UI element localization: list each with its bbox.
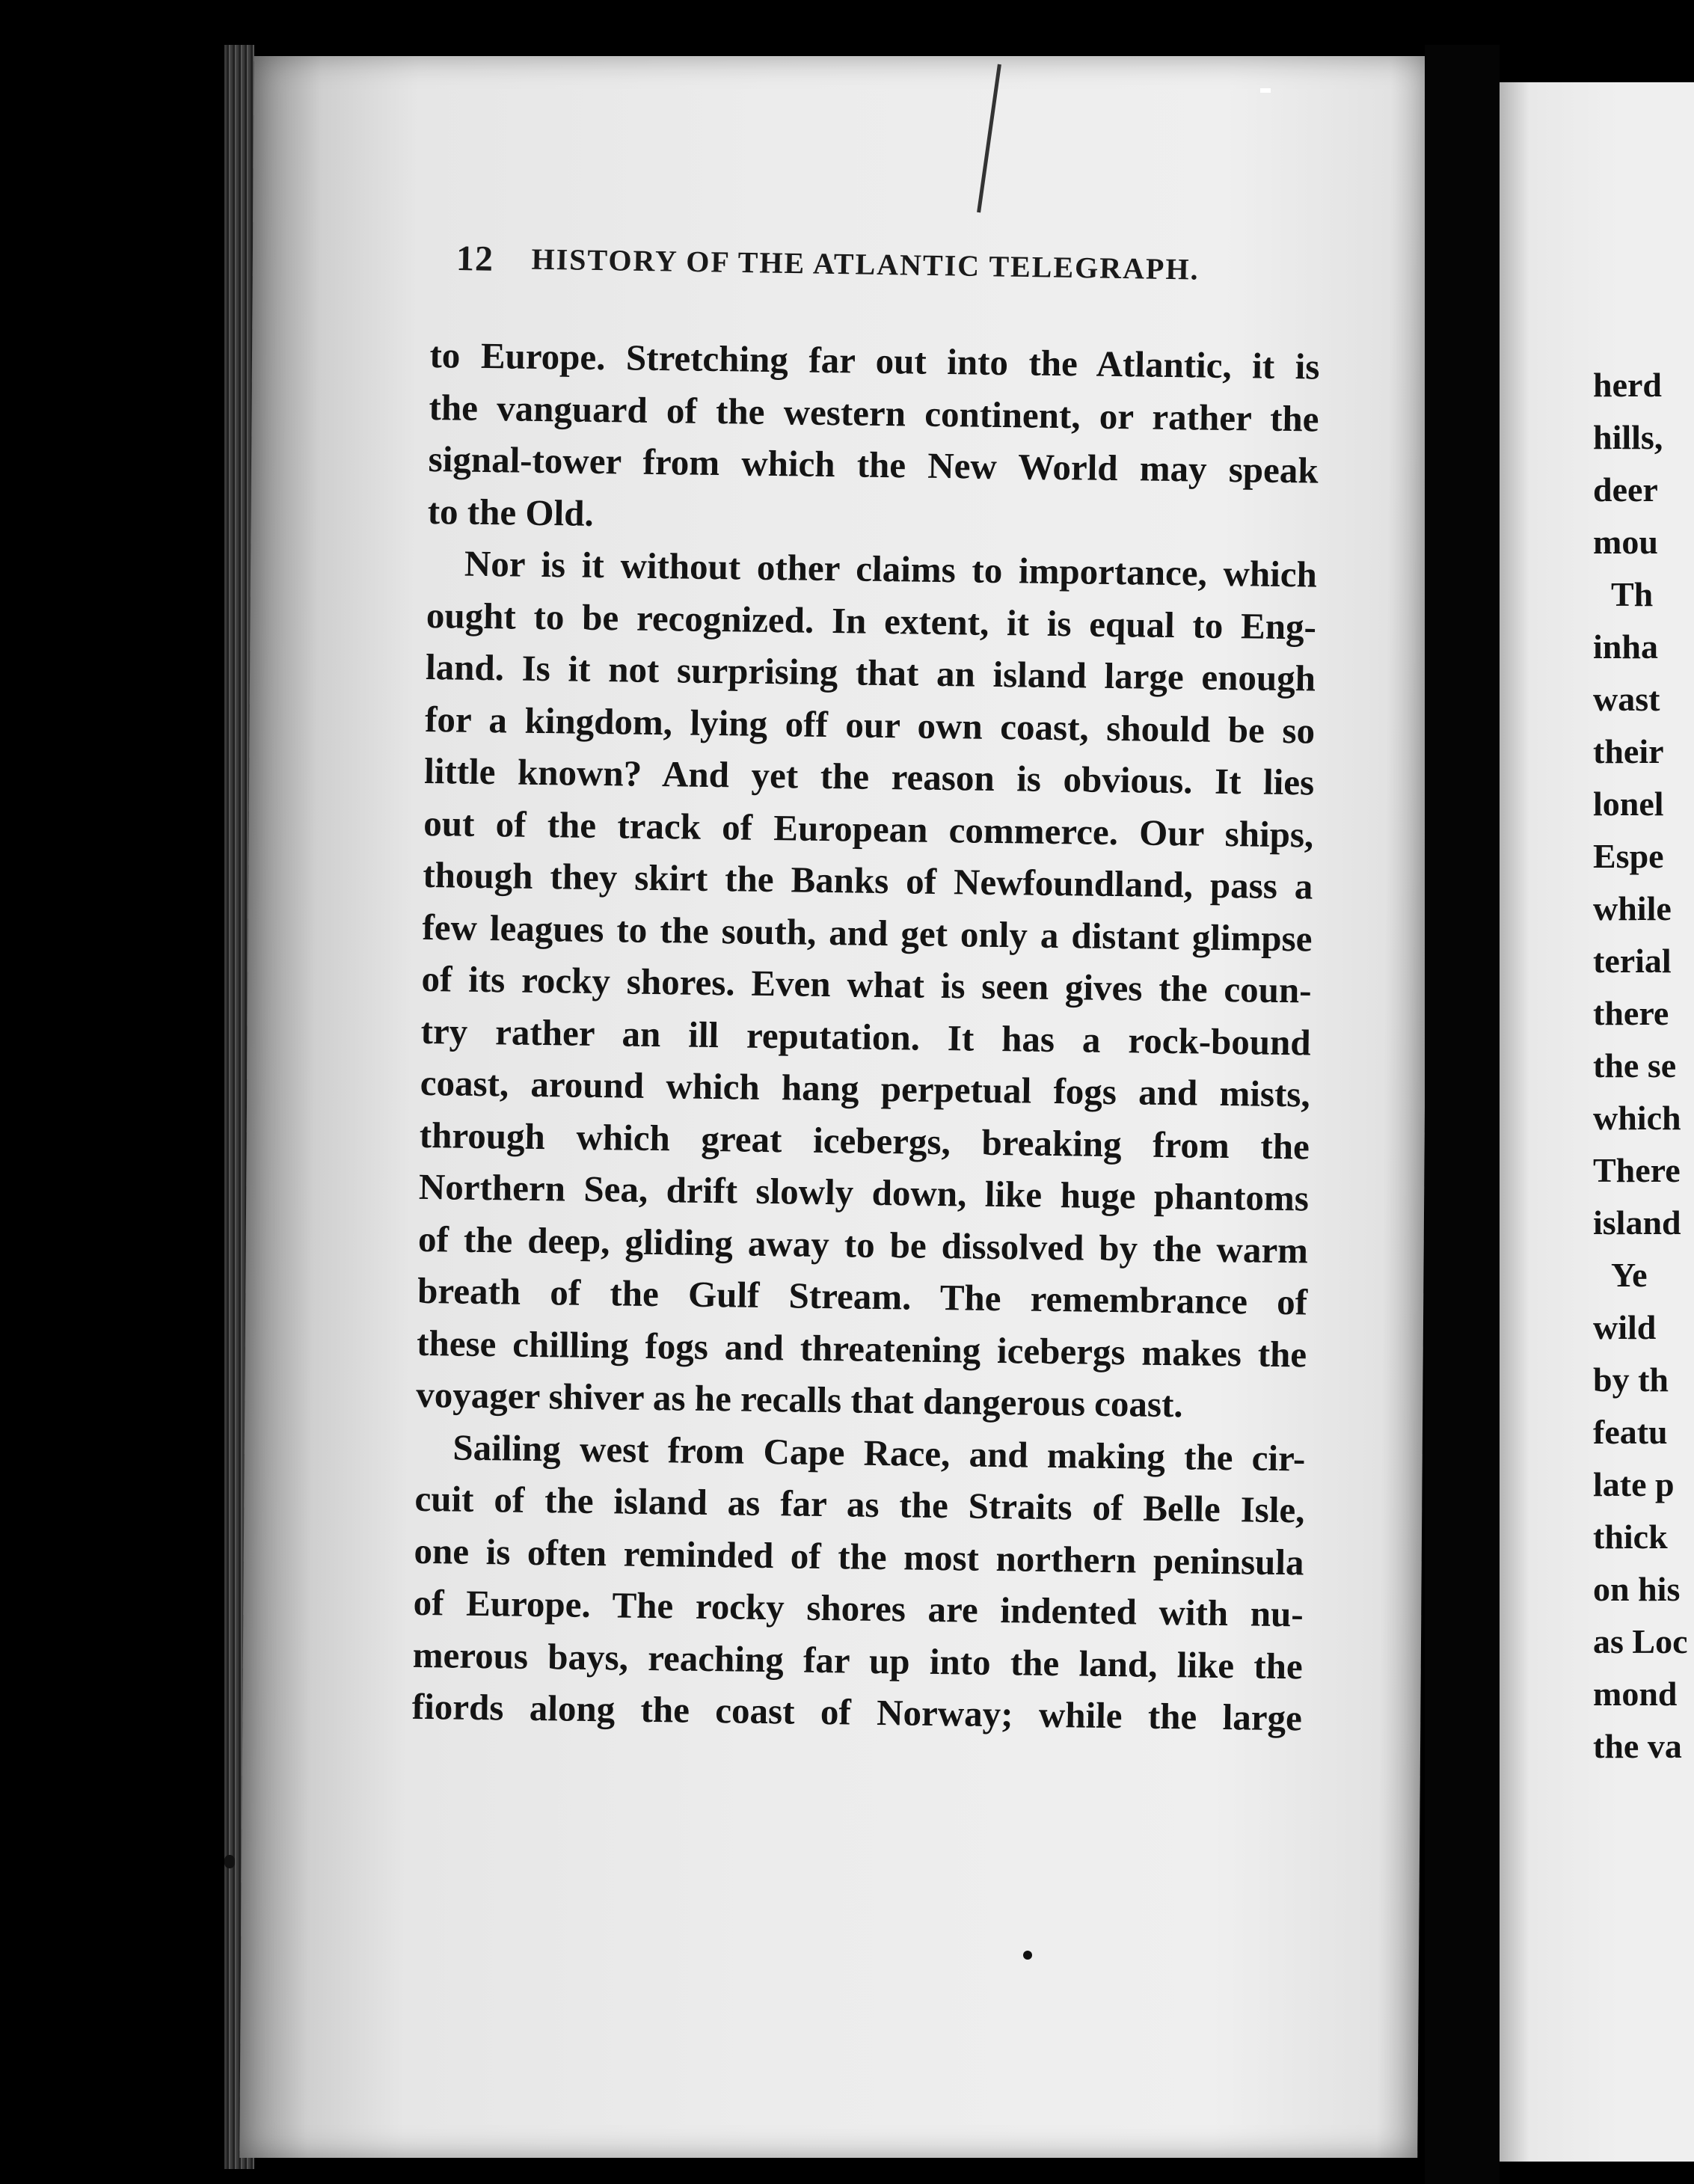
- text-line: the vanguard of the western continent, or rather the: [429, 386, 1319, 440]
- page-number: 12: [455, 239, 494, 279]
- text-line: featu: [1593, 1413, 1668, 1451]
- text-line: Nor is it without other claims to importance, which: [464, 542, 1318, 595]
- text-line: though they skirt the Banks of Newfoundland, pass a: [423, 853, 1313, 907]
- text-line: mou: [1593, 523, 1658, 561]
- text-line: lonel: [1593, 785, 1664, 823]
- running-head-title: HISTORY OF THE ATLANTIC TELEGRAPH.: [531, 242, 1200, 286]
- text-line: merous bays, reaching far up into the land, like the: [412, 1634, 1304, 1687]
- text-line: for a kingdom, lying off our own coast, should be so: [424, 698, 1316, 752]
- text-line: island: [1593, 1203, 1681, 1242]
- text-line: try rather an ill reputation. It has a rock-bound: [420, 1010, 1311, 1063]
- text-line: deer: [1593, 470, 1658, 509]
- text-line: cuit of the island as far as the Straits of Belle Isle,: [414, 1477, 1305, 1531]
- scan-blemish: [1260, 88, 1271, 93]
- text-line: to the Old.: [427, 490, 595, 534]
- text-line: coast, around which hang perpetual fogs and mists,: [420, 1061, 1311, 1115]
- text-line: to Europe. Stretching far out into the Atlantic, it is: [429, 334, 1320, 387]
- scan-blemish: [1023, 1951, 1032, 1960]
- text-line: wild: [1593, 1308, 1657, 1346]
- text-line: by th: [1593, 1361, 1669, 1399]
- text-line: as Loc: [1593, 1622, 1688, 1660]
- text-line: herd: [1593, 366, 1662, 404]
- text-line: of Europe. The rocky shores are indented with nu-: [413, 1581, 1304, 1635]
- text-line: There: [1593, 1151, 1681, 1189]
- text-line: these chilling fogs and threatening icebergs makes the: [416, 1322, 1307, 1375]
- text-line: mond: [1593, 1675, 1678, 1713]
- text-line: of its rocky shores. Even what is seen gives the coun-: [421, 957, 1312, 1011]
- text-line: wast: [1593, 680, 1660, 718]
- text-line: voyager shiver as he recalls that dangerous coast.: [415, 1373, 1183, 1426]
- text-line: breath of the Gulf Stream. The remembrance of: [417, 1269, 1308, 1323]
- text-line: late p: [1593, 1465, 1675, 1503]
- text-line: hills,: [1593, 418, 1663, 456]
- text-line: Ye: [1611, 1256, 1648, 1294]
- text-line: ought to be recognized. In extent, it is equal to Eng-: [426, 594, 1317, 648]
- text-line: of the deep, gliding away to be dissolved by the warm: [417, 1218, 1309, 1271]
- text-line: Sailing west from Cape Race, and making the cir-: [452, 1426, 1306, 1479]
- gutter-shadow: [1425, 45, 1500, 2184]
- text-line: fiords along the coast of Norway; while the large: [411, 1685, 1303, 1739]
- text-line: land. Is it not surprising that an island large enough: [425, 645, 1316, 699]
- text-line: Northern Sea, drift slowly down, like huge phantoms: [418, 1165, 1310, 1219]
- text-line: the se: [1593, 1046, 1677, 1085]
- text-line: the va: [1593, 1727, 1682, 1765]
- page-body-text: [411, 329, 1349, 1744]
- text-line: few leagues to the south, and get only a distant glimpse: [422, 906, 1313, 960]
- text-line: their: [1593, 732, 1664, 770]
- text-line: terial: [1593, 942, 1672, 980]
- text-line: out of the track of European commerce. Our ships,: [423, 802, 1314, 856]
- text-line: on his: [1593, 1570, 1681, 1608]
- text-line: signal-tower from which the New World may speak: [428, 438, 1319, 491]
- text-line: while: [1593, 889, 1672, 927]
- right-page-text: [1593, 359, 1688, 1773]
- text-line: one is often reminded of the most northern peninsula: [414, 1530, 1304, 1583]
- text-line: through which great icebergs, breaking from the: [419, 1114, 1310, 1167]
- text-line: little known? And yet the reason is obvious. It lies: [423, 749, 1315, 803]
- text-line: which: [1593, 1099, 1681, 1137]
- text-line: inha: [1593, 628, 1658, 666]
- text-line: there: [1593, 994, 1669, 1032]
- text-line: Espe: [1593, 837, 1664, 875]
- text-line: Th: [1611, 575, 1654, 613]
- text-line: thick: [1593, 1518, 1668, 1556]
- scan-blemish: [224, 1855, 235, 1868]
